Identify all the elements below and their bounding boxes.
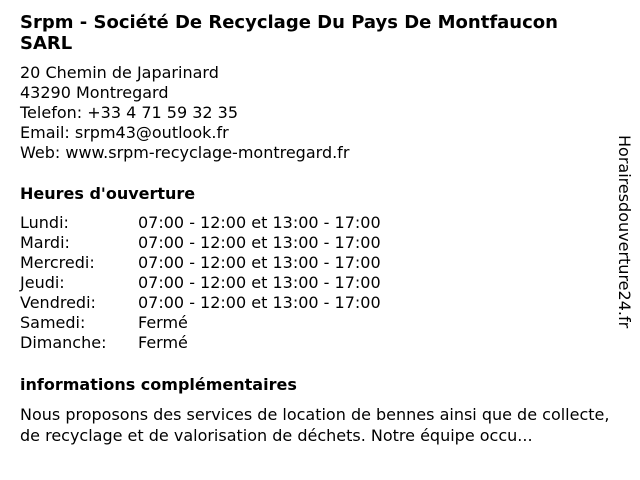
hours-row-vendredi [20, 293, 610, 313]
day-label: Jeudi: [20, 273, 65, 292]
hours-row-mercredi [20, 253, 610, 273]
hours-row-mardi [20, 233, 610, 253]
info-heading: informations complémentaires [20, 375, 297, 394]
day-hours: 07:00 - 12:00 et 13:00 - 17:00 [138, 293, 381, 312]
hours-row-lundi [20, 213, 610, 233]
day-hours: 07:00 - 12:00 et 13:00 - 17:00 [138, 253, 381, 272]
hours-heading: Heures d'ouverture [20, 184, 196, 203]
day-label: Samedi: [20, 313, 86, 332]
day-label: Mardi: [20, 233, 70, 252]
business-card [20, 12, 610, 446]
day-label: Mercredi: [20, 253, 95, 272]
phone-line: Telefon: +33 4 71 59 32 35 [20, 103, 239, 122]
email-line: Email: srpm43@outlook.fr [20, 123, 229, 142]
hours-row-samedi [20, 313, 610, 333]
web-line: Web: www.srpm-recyclage-montregard.fr [20, 143, 350, 162]
hours-table [20, 213, 610, 353]
address-street: 20 Chemin de Japarinard [20, 63, 219, 82]
day-hours: 07:00 - 12:00 et 13:00 - 17:00 [138, 273, 381, 292]
day-hours: Fermé [138, 333, 188, 352]
business-title: Srpm - Société De Recyclage Du Pays De Montfaucon SARL [20, 12, 558, 54]
contact-block [20, 63, 610, 163]
day-label: Dimanche: [20, 333, 107, 352]
day-hours: 07:00 - 12:00 et 13:00 - 17:00 [138, 213, 381, 232]
day-label: Vendredi: [20, 293, 96, 312]
hours-row-jeudi [20, 273, 610, 293]
day-hours: Fermé [138, 313, 188, 332]
day-label: Lundi: [20, 213, 69, 232]
day-hours: 07:00 - 12:00 et 13:00 - 17:00 [138, 233, 381, 252]
hours-row-dimanche [20, 333, 610, 353]
info-description: Nous proposons des services de location de bennes ainsi que de collecte, de recyclage et de valorisation de déchets. Notre équipe occu... [20, 405, 610, 445]
address-city: 43290 Montregard [20, 83, 169, 102]
site-watermark: Horairesdouverture24.fr [615, 135, 634, 329]
